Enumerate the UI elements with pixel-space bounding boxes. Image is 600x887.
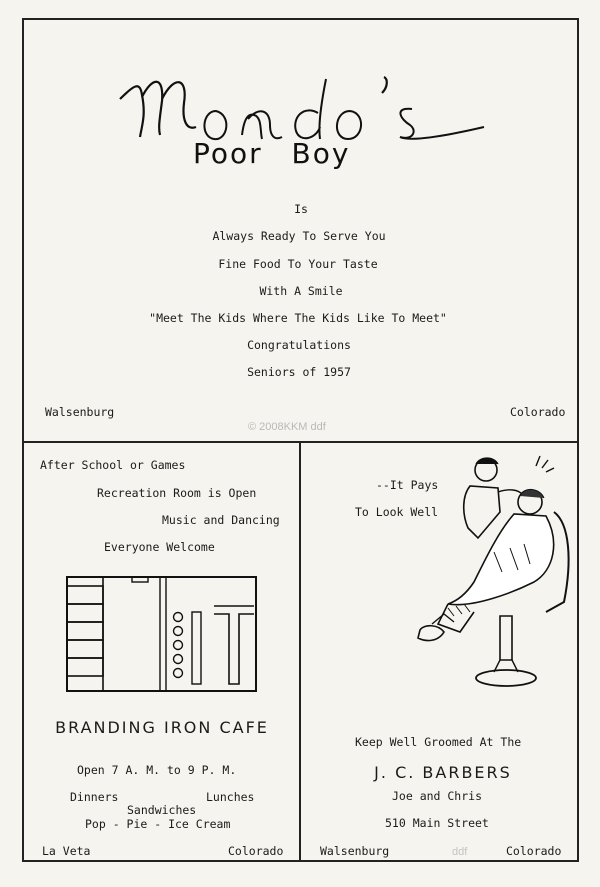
- left-city: La Veta: [42, 844, 91, 858]
- poor-boy-subtitle: Poor Boy: [193, 137, 351, 170]
- slogan-line-1: --It Pays: [376, 478, 439, 492]
- mondos-script-text: Mondo's: [112, 55, 117, 56]
- small-watermark: ddf: [452, 846, 468, 858]
- top-line-1: Is: [294, 202, 308, 216]
- top-city: Walsenburg: [45, 405, 115, 419]
- menu-lunches: Lunches: [206, 790, 255, 804]
- top-line-5: "Meet The Kids Where The Kids Like To Meet": [149, 311, 447, 325]
- barber-illustration: [414, 452, 578, 690]
- slogan-line-2: To Look Well: [355, 505, 439, 519]
- left-line-4: Everyone Welcome: [104, 540, 215, 554]
- barber-owners: Joe and Chris: [392, 789, 483, 803]
- top-line-2: Always Ready To Serve You: [212, 229, 386, 243]
- left-line-1: After School or Games: [40, 458, 186, 472]
- top-line-7: Seniors of 1957: [247, 365, 351, 379]
- right-city: Walsenburg: [320, 844, 390, 858]
- menu-extras: Pop - Pie - Ice Cream: [85, 817, 231, 831]
- barber-address: 510 Main Street: [385, 816, 489, 830]
- groomed-tagline: Keep Well Groomed At The: [355, 735, 522, 749]
- mondos-script-logo: [112, 55, 492, 195]
- menu-dinners: Dinners: [70, 790, 119, 804]
- top-state: Colorado: [510, 405, 566, 419]
- copyright-watermark: © 2008KKM ddf: [248, 421, 326, 433]
- left-line-3: Music and Dancing: [162, 513, 280, 527]
- branding-iron-cafe-name: BRANDING IRON CAFE: [55, 718, 269, 737]
- vertical-divider: [299, 441, 301, 862]
- right-state: Colorado: [506, 844, 562, 858]
- top-line-4: With A Smile: [259, 284, 343, 298]
- floor-plan-illustration: [64, 574, 260, 696]
- left-line-2: Recreation Room is Open: [97, 486, 257, 500]
- left-state: Colorado: [228, 844, 284, 858]
- top-line-3: Fine Food To Your Taste: [218, 257, 378, 271]
- cafe-hours: Open 7 A. M. to 9 P. M.: [77, 763, 237, 777]
- jc-barbers-name: J. C. BARBERS: [374, 763, 512, 782]
- menu-sandwiches: Sandwiches: [127, 803, 197, 817]
- top-line-6: Congratulations: [247, 338, 351, 352]
